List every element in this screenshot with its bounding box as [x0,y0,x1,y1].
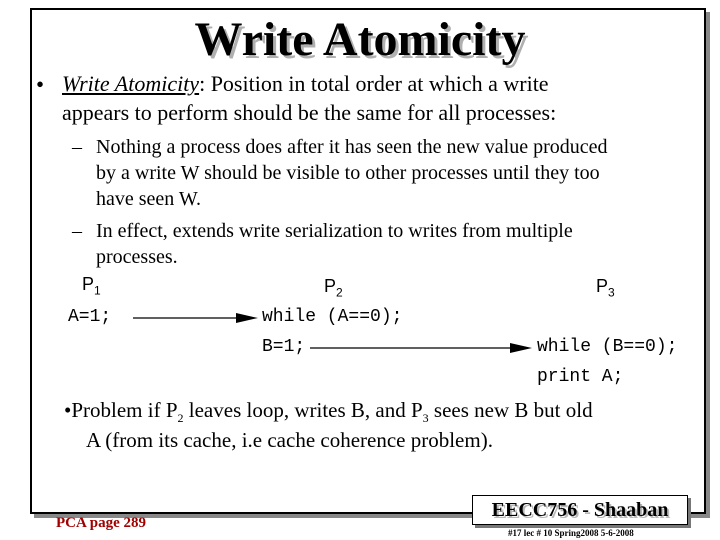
subpoint-2-line-2: processes. [96,246,178,268]
course-badge: EECC756 - Shaaban [472,495,688,525]
pca-page-reference: PCA page 289 [56,515,146,531]
subpoint-2-dash: – [72,220,82,242]
subpoint-1-line-3: have seen W. [96,188,201,210]
main-bullet-marker: • [36,72,45,97]
lecture-meta: #17 lec # 10 Spring2008 5-6-2008 [508,528,634,538]
slide-title: Write Atomicity [194,13,526,66]
definition-rest: : Position in total order at which a write [199,71,549,96]
code-p2-write-b: B=1; [262,337,306,357]
code-p2-while-a: while (A==0); [262,307,403,327]
code-p1-write-a: A=1; [68,307,112,327]
arrow-p1-to-p2 [133,313,258,323]
problem-line-2: A (from its cache, i.e cache coherence problem). [86,428,493,452]
problem-line-1: •Problem if $P_2$ leaves loop, writes B, and $P_3$ sees new B but old [64,398,593,426]
process-label-p1: $P_1$ [82,274,101,298]
code-p3-while-b: while (B==0); [537,337,678,357]
definition-line-2: appears to perform should be the same for all processes: [62,100,557,125]
subpoint-2-line-1: In effect, extends write serialization to writes from multiple [96,220,573,242]
subpoint-1-line-2: by a write W should be visible to other processes until they too [96,162,600,184]
code-p3-print-a: print A; [537,367,624,387]
arrow-p2-to-p3 [310,343,532,353]
subpoint-1-dash: – [72,136,82,158]
definition-term: Write Atomicity [62,71,200,96]
process-label-p2: $P_2$ [324,276,343,300]
process-label-p3: $P_3$ [596,276,615,300]
subpoint-1-line-1: Nothing a process does after it has seen the new value produced [96,136,608,158]
